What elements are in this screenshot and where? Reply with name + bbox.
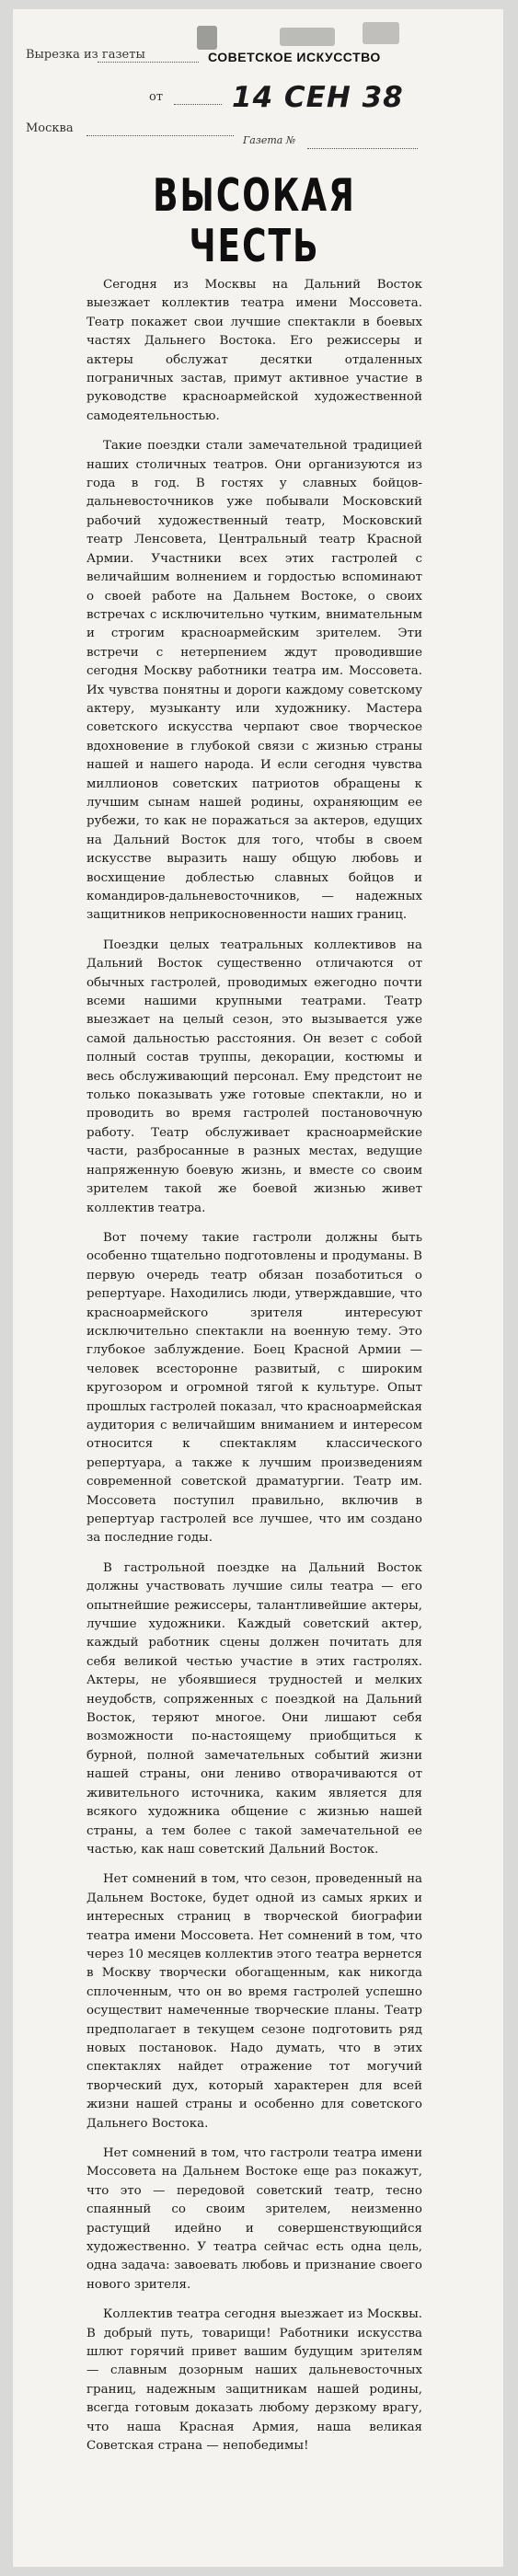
clipping-sheet xyxy=(13,9,503,2567)
article-paragraph: Вот почему такие гастроли должны быть особенно тщательно подготовлены и продуманы. В первую очередь театр обязан позаботиться о репертуаре. Находились люди, утверждавшие, что красноармейского зрителя интересуют исключительно спектакли на военную тему. Это глубокое заблуждение. Боец Красной Армии — человек всесторонне развитый, с широким кругозором и огромной тягой к культуре. Опыт прошлых гастролей показал, что красноармейская аудитория с величайшим вниманием и интересом относится к спектаклям классического репертуара, а также к лучшим произведениям современной советской драматургии. Театр им. Моссовета поступил правильно, включив в репертуар гастролей все лучшее, что им создано за последние годы. xyxy=(86,1230,422,1546)
clipping-from-label: Вырезка из газеты xyxy=(26,48,145,62)
article-paragraph: Нет сомнений в том, что сезон, проведенный на Дальнем Востоке, будет одной из самых ярких и интересных страниц в творческой биографии театра имени Моссовета. Нет сомнений в том, что через 10 месяцев коллектив этого театра вернется в Москву творчески обогащенным, как никогда сплоченным, что он во время гастролей успешно осуществит намеченные творческие планы. Театр предполагает в текущем сезоне подготовить ряд новых постановок. Надо думать, что в этих спектаклях найдет отражение тот могучий творческий дух, который характерен для всей жизни нашей страны и особенно для советского Дальнего Востока. xyxy=(86,1872,422,2131)
form-dotted-line xyxy=(98,62,199,63)
issue-number-label: Газета № xyxy=(243,134,296,146)
article-headline: ВЫСОКАЯ ЧЕСТЬ xyxy=(153,170,356,273)
article-paragraph: Коллектив театра сегодня выезжает из Москвы. В добрый путь, товарищи! Работники искусства шлют горячий привет вашим будущим зрителям — славным дозорным наших дальневосточных границ, надежным защитникам нашей родины, всегда готовым доказать любому дерзкому врагу, что наша Красная Армия, наша великая Советская страна — непобедимы! xyxy=(86,2307,422,2454)
article-paragraph: Такие поездки стали замечательной традицией наших столичных театров. Они организуются из года в год. В гостях у славных бойцов-дальневосточников уже побывали Московский рабочий художественный театр, Московский театр Ленсовета, Центральный театр Красной Армии. Участники всех этих гастролей с величайшим волнением и гордостью вспоминают о своей работе на Дальнем Востоке, о своих встречах с исключительно чутким, внимательным и строгим красноармейским зрителем. Эти встречи с нетерпением ждут проводившие сегодня Москву работники театра им. Моссовета. Их чувства понятны и дороги каждому советскому актеру, музыканту или художнику. Мастера советского искусства черпают свое творческое вдохновение в глубокой связи с жизнью страны нашей и нашего народа. И если сегодня чувства миллионов советских патриотов обращены к лучшим сынам нашей родины, охраняющим ее рубежи, то как не поражаться за актеров, едущих на Дальний Восток для того, чтобы в своем искусстве выразить нашу общую любовь и восхищение доблестью славных бойцов и командиров-дальневосточников, — надежных защитников неприкосновенности наших границ. xyxy=(86,439,422,923)
article-paragraph: Нет сомнений в том, что гастроли театра имени Моссовета на Дальнем Востоке еще раз покажут, что это — передовой советский театр, тесно спаянный со своим зрителем, неизменно растущий идейно и совершенствующийся художественно. У театра сейчас есть одна цель, одна задача: завоевать любовь и признание своего нового зрителя. xyxy=(86,2146,422,2292)
article-paragraph: Сегодня из Москвы на Дальний Восток выезжает коллектив театра имени Моссовета. Театр покажет свои лучшие спектакли в боевых частях Дальнего Востока. Его режиссеры и актеры обслужат десятки отдаленных пограничных застав, примут активное участие в руководстве красноармейской художественной самодеятельностью. xyxy=(86,278,422,423)
date-from-label: от xyxy=(149,90,164,104)
ink-smudge xyxy=(363,22,399,44)
clipping-slip-header xyxy=(13,9,503,146)
ink-smudge xyxy=(197,26,217,50)
article xyxy=(86,147,422,2467)
newspaper-name-stamp: СОВЕТСКОЕ ИСКУССТВО xyxy=(208,50,381,64)
city-label: Москва xyxy=(26,121,74,135)
form-dotted-line xyxy=(174,104,222,105)
form-dotted-line xyxy=(86,135,234,136)
article-paragraph: В гастрольной поездке на Дальний Восток должны участвовать лучшие силы театра — его опытнейшие режиссеры, талантливейшие актеры, лучшие художники. Каждый советский актер, каждый работник сцены должен почитать для себя великой честью участие в этих гастролях. Актеры, не убоявшиеся трудностей и мелких неудобств, сопряженных с поездкой на Дальний Восток, теряют многое. Они лишают себя возможности по-настоящему приобщиться к бурной, полной замечательных событий жизни нашей страны, они ленивo отворачиваются от живительного источника, каким является для всякого художника общение с жизнью нашей страны, а тем более с такой замечательной ее частью, как наш советский Дальний Восток. xyxy=(86,1560,422,1857)
article-paragraph: Поездки целых театральных коллективов на Дальний Восток существенно отличаются от обычных гастролей, проводимых ежегодно почти всеми нашими крупными театрами. Театр выезжает на целый сезон, это вызывается уже самой дальностью расстояния. Он везет с собой полный состав труппы, декорации, костюмы и весь обслуживающий персонал. Ему предстоит не только показывать уже готовые спектакли, но и проводить во время гастролей постановочную работу. Театр обслуживает красноармейские части, разбросанные в разных местах, ведущие напряженную боевую жизнь, и вместе со своим зрителем такой же боевой жизнью живет коллектив театра. xyxy=(86,937,422,1215)
date-stamp: 14 СЕН 38 xyxy=(232,81,404,114)
ink-smudge xyxy=(280,28,335,46)
